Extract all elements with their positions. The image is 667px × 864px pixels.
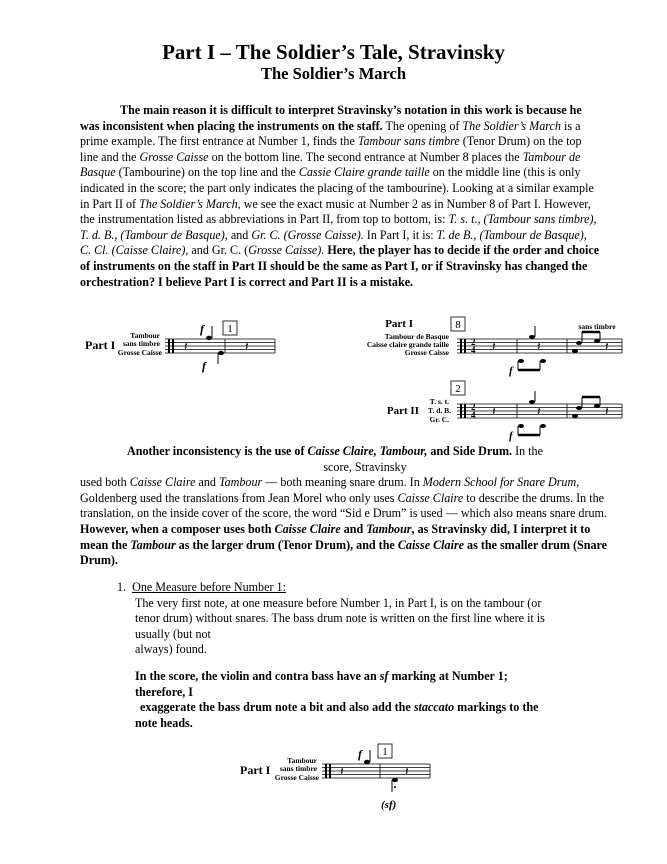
paragraph-intro: The main reason it is difficult to interpret Stravinsky’s notation in this work is because he was inconsistent when placing the instruments on the staff. The opening of The Soldier’s March is a prime example. The first entrance at Number 1, finds the Tambour sans timbre (Tenor Drum) on the top line and the Grosse Caisse on the bottom line. The second entrance at Number 8 places the Tambour de Basque (Tambourine) on the top line and the Cassie Claire grande taille on the middle line (this is only indicated in the score; the part only indicates the placing of the tambourine). Looking at a similar example in Part II of The Soldier’s March, we see the exact music at Number 2 as in Number 8 of Part I. However, the instrumentation listed as abbreviations in Part II, from top to bottom, is: T. s. t., (Tambour sans timbre), T. d. B., (Tambour de Basque), and Gr. C. (Grosse Caisse). In Part I, it is: T. de B., (Tambour de Basque), C. Cl. (Caisse Claire), and Gr. C. (Grosse Caisse). Here, the player has to decide if the order and choice of instruments on the staff in Part II should be the same as Part I, or if Stravinsky has changed the orchestration? I believe Part I is correct and Part II is a mistake. [80, 103, 600, 289]
svg-text:𝄽: 𝄽 [245, 339, 249, 353]
music-example-part2-number2 [357, 380, 627, 442]
part-label: Part I [385, 318, 413, 330]
annotation-sans-timbre: sans timbre [578, 322, 616, 331]
rest: 𝄽 [184, 339, 188, 353]
part-label: Part I [240, 763, 271, 777]
svg-text:𝄽: 𝄽 [605, 404, 609, 418]
note-top [206, 336, 212, 340]
list-item-one-measure: 1. One Measure before Number 1: The very first note, at one measure before Number 1, in Part I, is on the tambour (or tenor drum) without snares. The bass drum note is written on the first line where it is usually (but not always) found. [117, 580, 545, 657]
svg-text:𝄽: 𝄽 [492, 404, 496, 418]
time-signature-bottom: 4 [471, 345, 476, 355]
part-label: Part II [386, 405, 419, 417]
music-example-part1-number8 [357, 314, 627, 376]
page-subtitle: The Soldier’s March [260, 64, 407, 83]
page-title: Part I – The Soldier’s Tale, Stravinsky [162, 40, 505, 64]
instrument-label-bot: Grosse Caisse [274, 773, 319, 782]
instrument-label-bot: Gr. C. [429, 415, 449, 424]
staccato-dot [394, 786, 396, 788]
rehearsal-mark: 1 [382, 746, 388, 758]
staff [165, 339, 275, 353]
percussion-clef [460, 339, 462, 353]
list-number: 1. [117, 580, 127, 594]
music-example-part1-number1 [80, 318, 280, 373]
time-signature-top: 2 [471, 402, 476, 412]
rehearsal-mark: 8 [455, 319, 461, 331]
instrument-label-top: T. s. t. [429, 397, 449, 406]
dynamic-forte: f [509, 430, 513, 442]
paragraph-inconsistency: Another inconsistency is the use of Caisse Claire, Tambour, and Side Drum. In the score, Stravinsky used both Caisse Claire and Tambour — both meaning snare drum. In Modern School for Snare Drum, Goldenberg used the translations from Jean Morel who only uses Caisse Claire to describe the drums. In the translation, on the inside cover of the score, the word “Sid e Drum” is used — which also means snare drum. However, when a composer uses both Caisse Claire and Tambour, as Stravinsky did, I interpret it to mean the Tambour as the larger drum (Tenor Drum), and the Caisse Claire as the smaller drum (Snare Drum). [80, 444, 608, 568]
svg-text:𝄽: 𝄽 [340, 764, 344, 778]
percussion-clef [460, 404, 462, 418]
rehearsal-mark: 1 [227, 323, 233, 335]
dynamic-forte: f [509, 365, 513, 377]
rehearsal-mark: 2 [455, 383, 461, 395]
instrument-label-mid: sans timbre [122, 339, 160, 348]
part-label: Part I [85, 338, 116, 352]
dynamic-forte-top: f [358, 747, 362, 761]
dynamic-forte-bottom: f [202, 359, 206, 373]
svg-text:𝄽: 𝄽 [492, 339, 496, 353]
instrument-label-top: Tambour de Basque [384, 332, 449, 341]
time-signature-top: 2 [471, 337, 476, 347]
list-heading: One Measure before Number 1: [132, 580, 286, 594]
music-example-part1-number1-sf [235, 742, 435, 812]
percussion-clef [168, 339, 170, 353]
instrument-label-mid: Caisse claire grande taille [366, 340, 449, 349]
dynamic-sf-bottom: (sf) [381, 799, 397, 811]
note-bottom [218, 351, 224, 355]
instrument-label-top: Tambour [287, 756, 317, 765]
svg-text:𝄽: 𝄽 [605, 339, 609, 353]
time-signature-bottom: 4 [471, 410, 476, 420]
paragraph-sf-marking: In the score, the violin and contra bass have an sf marking at Number 1; therefore, I exaggerate the bass drum note a bit and also add the staccato markings to the note heads. [135, 669, 539, 730]
staff [322, 764, 430, 778]
instrument-label-mid: T. d. B. [428, 406, 451, 415]
dynamic-forte-top: f [200, 322, 204, 336]
instrument-label-bot: Grosse Caisse [404, 348, 449, 357]
instrument-label-top: Tambour [130, 331, 160, 340]
svg-text:𝄽: 𝄽 [405, 764, 409, 778]
instrument-label-bot: Grosse Caisse [117, 348, 162, 357]
svg-text:𝄽: 𝄽 [537, 404, 541, 418]
svg-text:𝄽: 𝄽 [537, 339, 541, 353]
percussion-clef [325, 764, 327, 778]
instrument-label-mid: sans timbre [279, 764, 317, 773]
